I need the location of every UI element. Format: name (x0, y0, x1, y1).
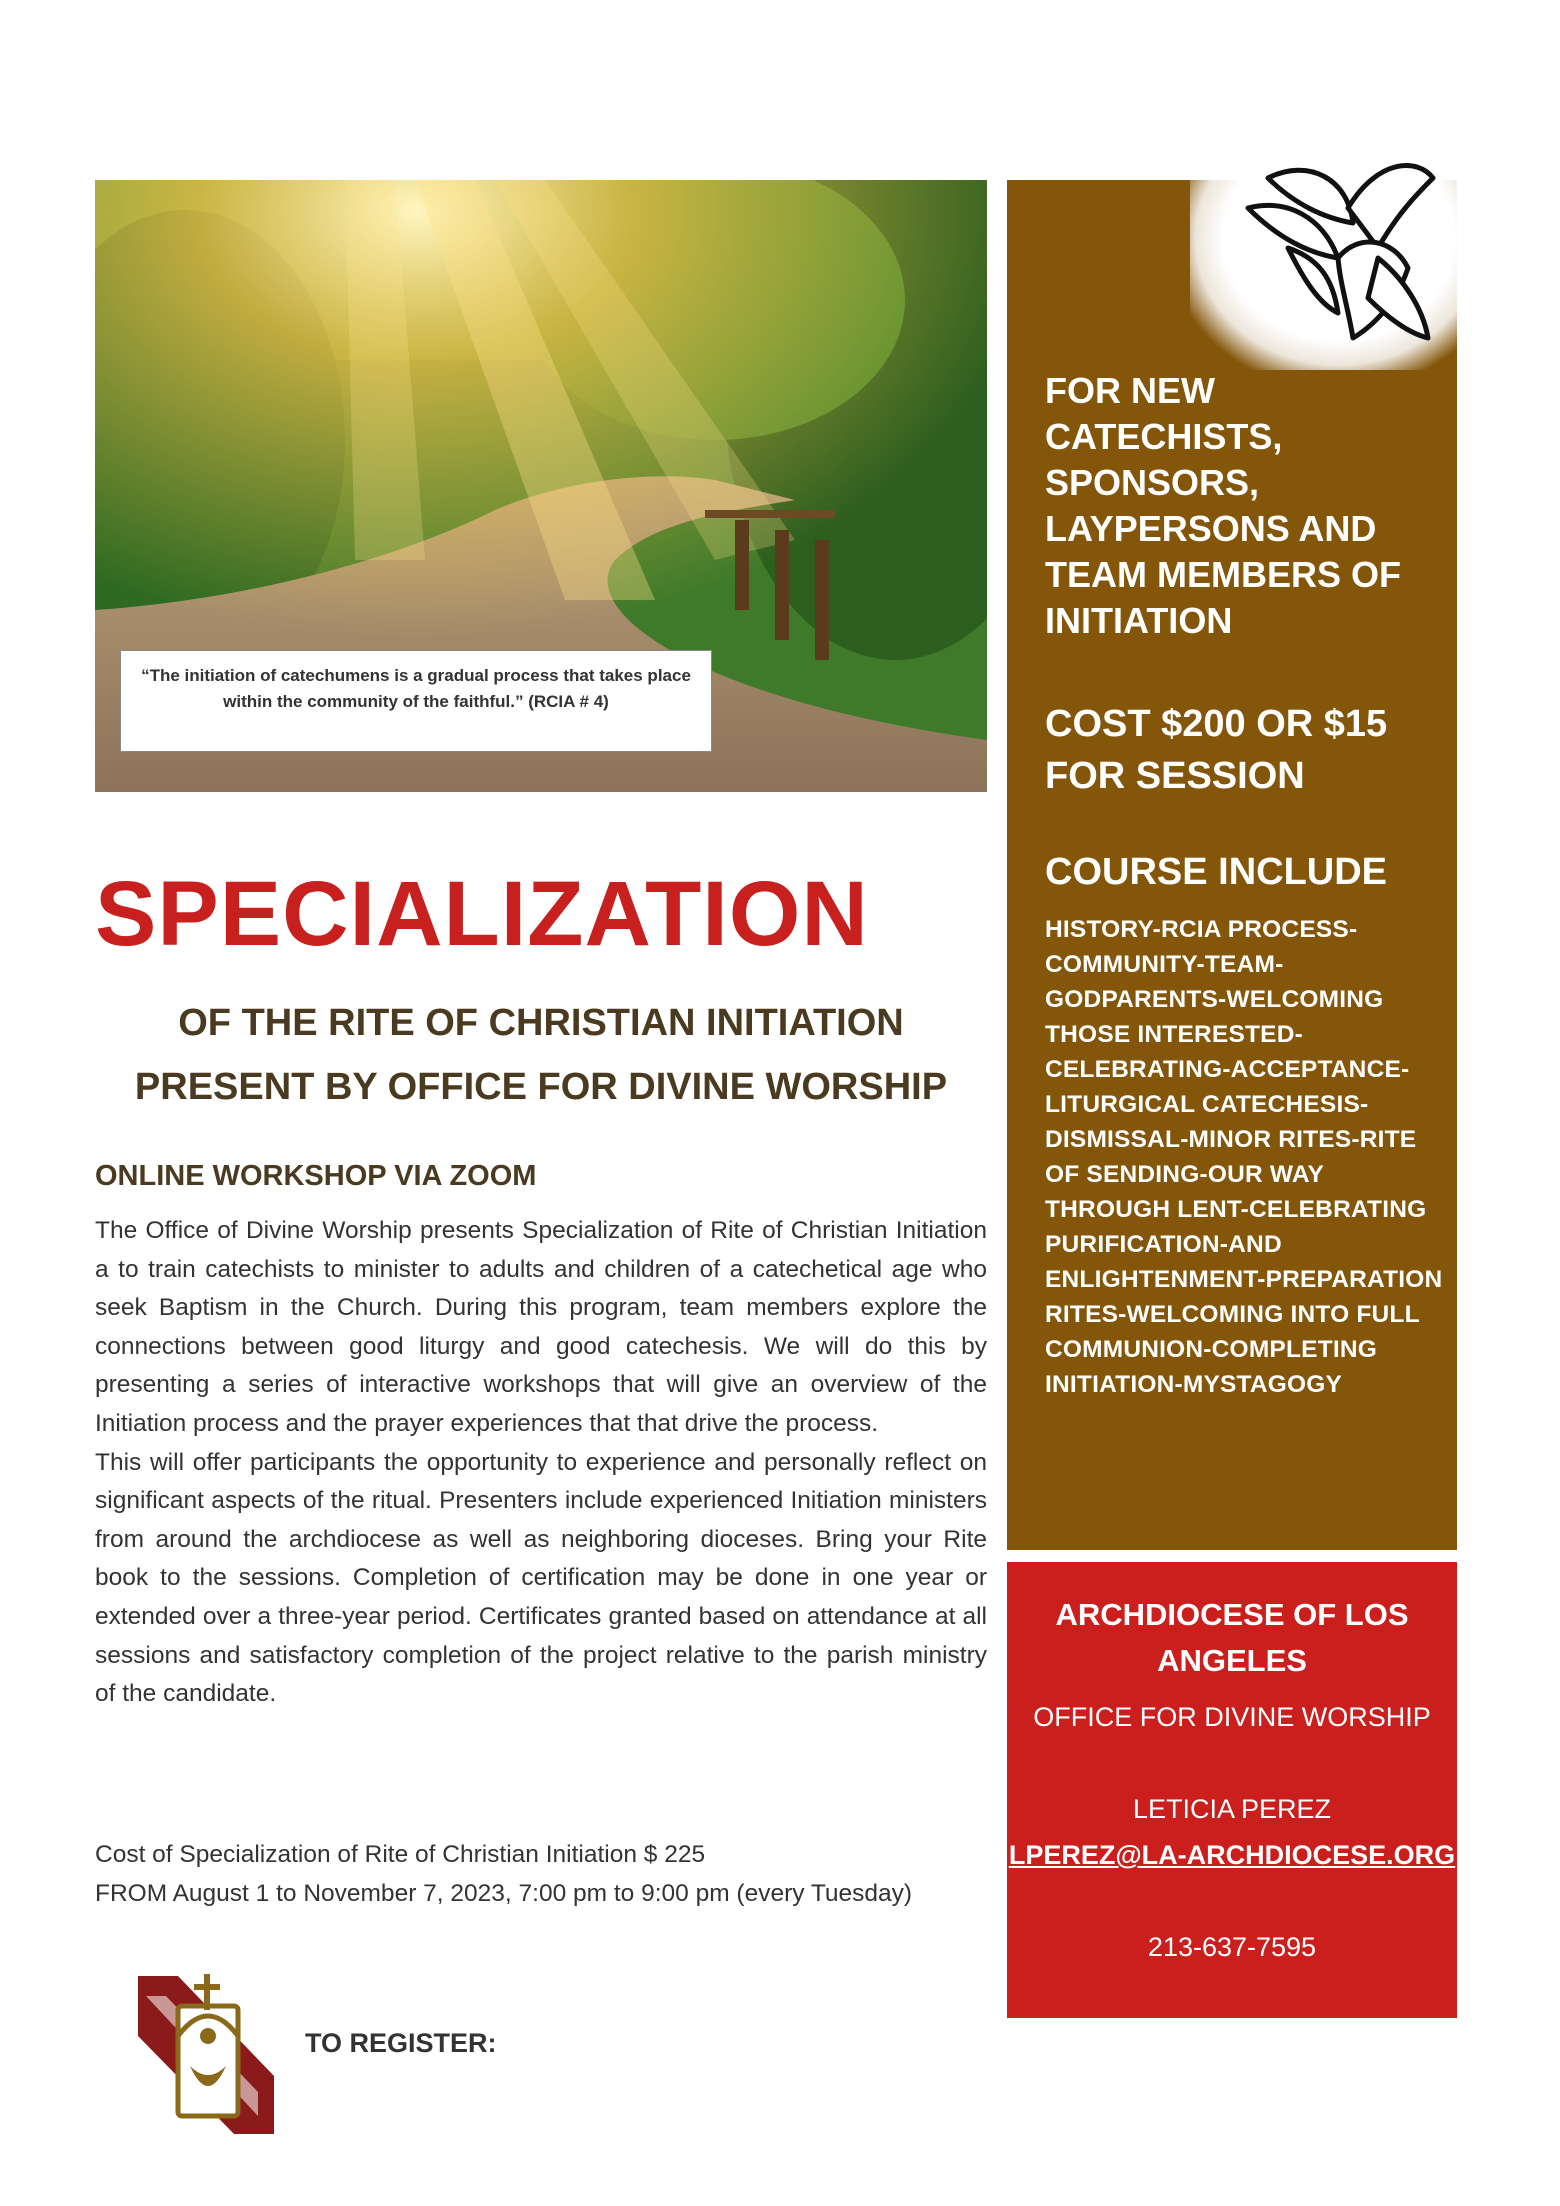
cost-and-schedule (95, 1836, 987, 1913)
description-paragraph-2: This will offer participants the opportunity to experience and personally reflect on significant aspects of the ritual. Presenters include experienced Initiation ministers from around the archdiocese as well as neighboring dioceses. Bring your Rite book to the sessions. Completion of certification may be done in one year or extended over a three-year period. Certificates granted based on attendance at all sessions and satisfactory completion of the project relative to the parish ministry of the candidate. (95, 1448, 987, 1708)
contact-box (1007, 1562, 1457, 2018)
page-title: SPECIALIZATION (95, 863, 869, 965)
archdiocese-logo-icon (138, 1966, 274, 2134)
dove-icon (1228, 138, 1448, 358)
course-topics: HISTORY-RCIA PROCESS-COMMUNITY-TEAM-GODPARENTS-WELCOMING THOSE INTERESTED-CELEBRATING-ACCEPTANCE-LITURGICAL CATECHESIS-DISMISSAL-MINOR RITES-RITE OF SENDING-OUR WAY THROUGH LENT-CELEBRATING PURIFICATION-AND ENLIGHTENMENT-PREPARATION RITES-WELCOMING INTO FULL COMMUNION-COMPLETING INITIATION-MYSTAGOGY (1045, 916, 1443, 1398)
archdiocese-name: ARCHDIOCESE OF LOS ANGELES (1055, 1597, 1409, 1678)
audience-text: FOR NEW CATECHISTS, SPONSORS, LAYPERSONS AND TEAM MEMBERS OF INITIATION (1045, 370, 1401, 641)
quote-box: “The initiation of catechumens is a gradual process that takes place within the community of the faithful.” (RCIA # 4) (120, 650, 712, 752)
description (95, 1212, 987, 1714)
office-name: OFFICE FOR DIVINE WORSHIP (1033, 1702, 1431, 1732)
session-cost-text: COST $200 OR $15 FOR SESSION (1045, 703, 1388, 797)
schedule-line: FROM August 1 to November 7, 2023, 7:00 pm to 9:00 pm (every Tuesday) (95, 1879, 913, 1907)
register-label: TO REGISTER: (305, 2028, 497, 2058)
course-heading: COURSE INCLUDE (1045, 851, 1388, 893)
subtitle-presenter: PRESENT BY OFFICE FOR DIVINE WORSHIP (134, 1066, 948, 1108)
subtitle-rite: OF THE RITE OF CHRISTIAN INITIATION (178, 1002, 904, 1044)
online-workshop-heading: ONLINE WORKSHOP VIA ZOOM (95, 1160, 537, 1192)
description-paragraph-1: The Office of Divine Worship presents Specialization of Rite of Christian Initiation a to train catechists to minister to adults and children of a catechetical age who seek Baptism in the Church. During this program, team members explore the connections between good liturgy and good catechesis. We will do this by presenting a series of interactive workshops that will give an overview of the Initiation process and the prayer experiences that that drive the process. (95, 1217, 987, 1437)
cost-line: Cost of Specialization of Rite of Christian Initiation $ 225 (95, 1841, 706, 1868)
contact-phone: 213-637-7595 (1147, 1932, 1317, 1962)
contact-email-link[interactable]: LPEREZ@LA-ARCHDIOCESE.ORG (1008, 1840, 1456, 1870)
contact-person: LETICIA PEREZ (1132, 1794, 1332, 1824)
